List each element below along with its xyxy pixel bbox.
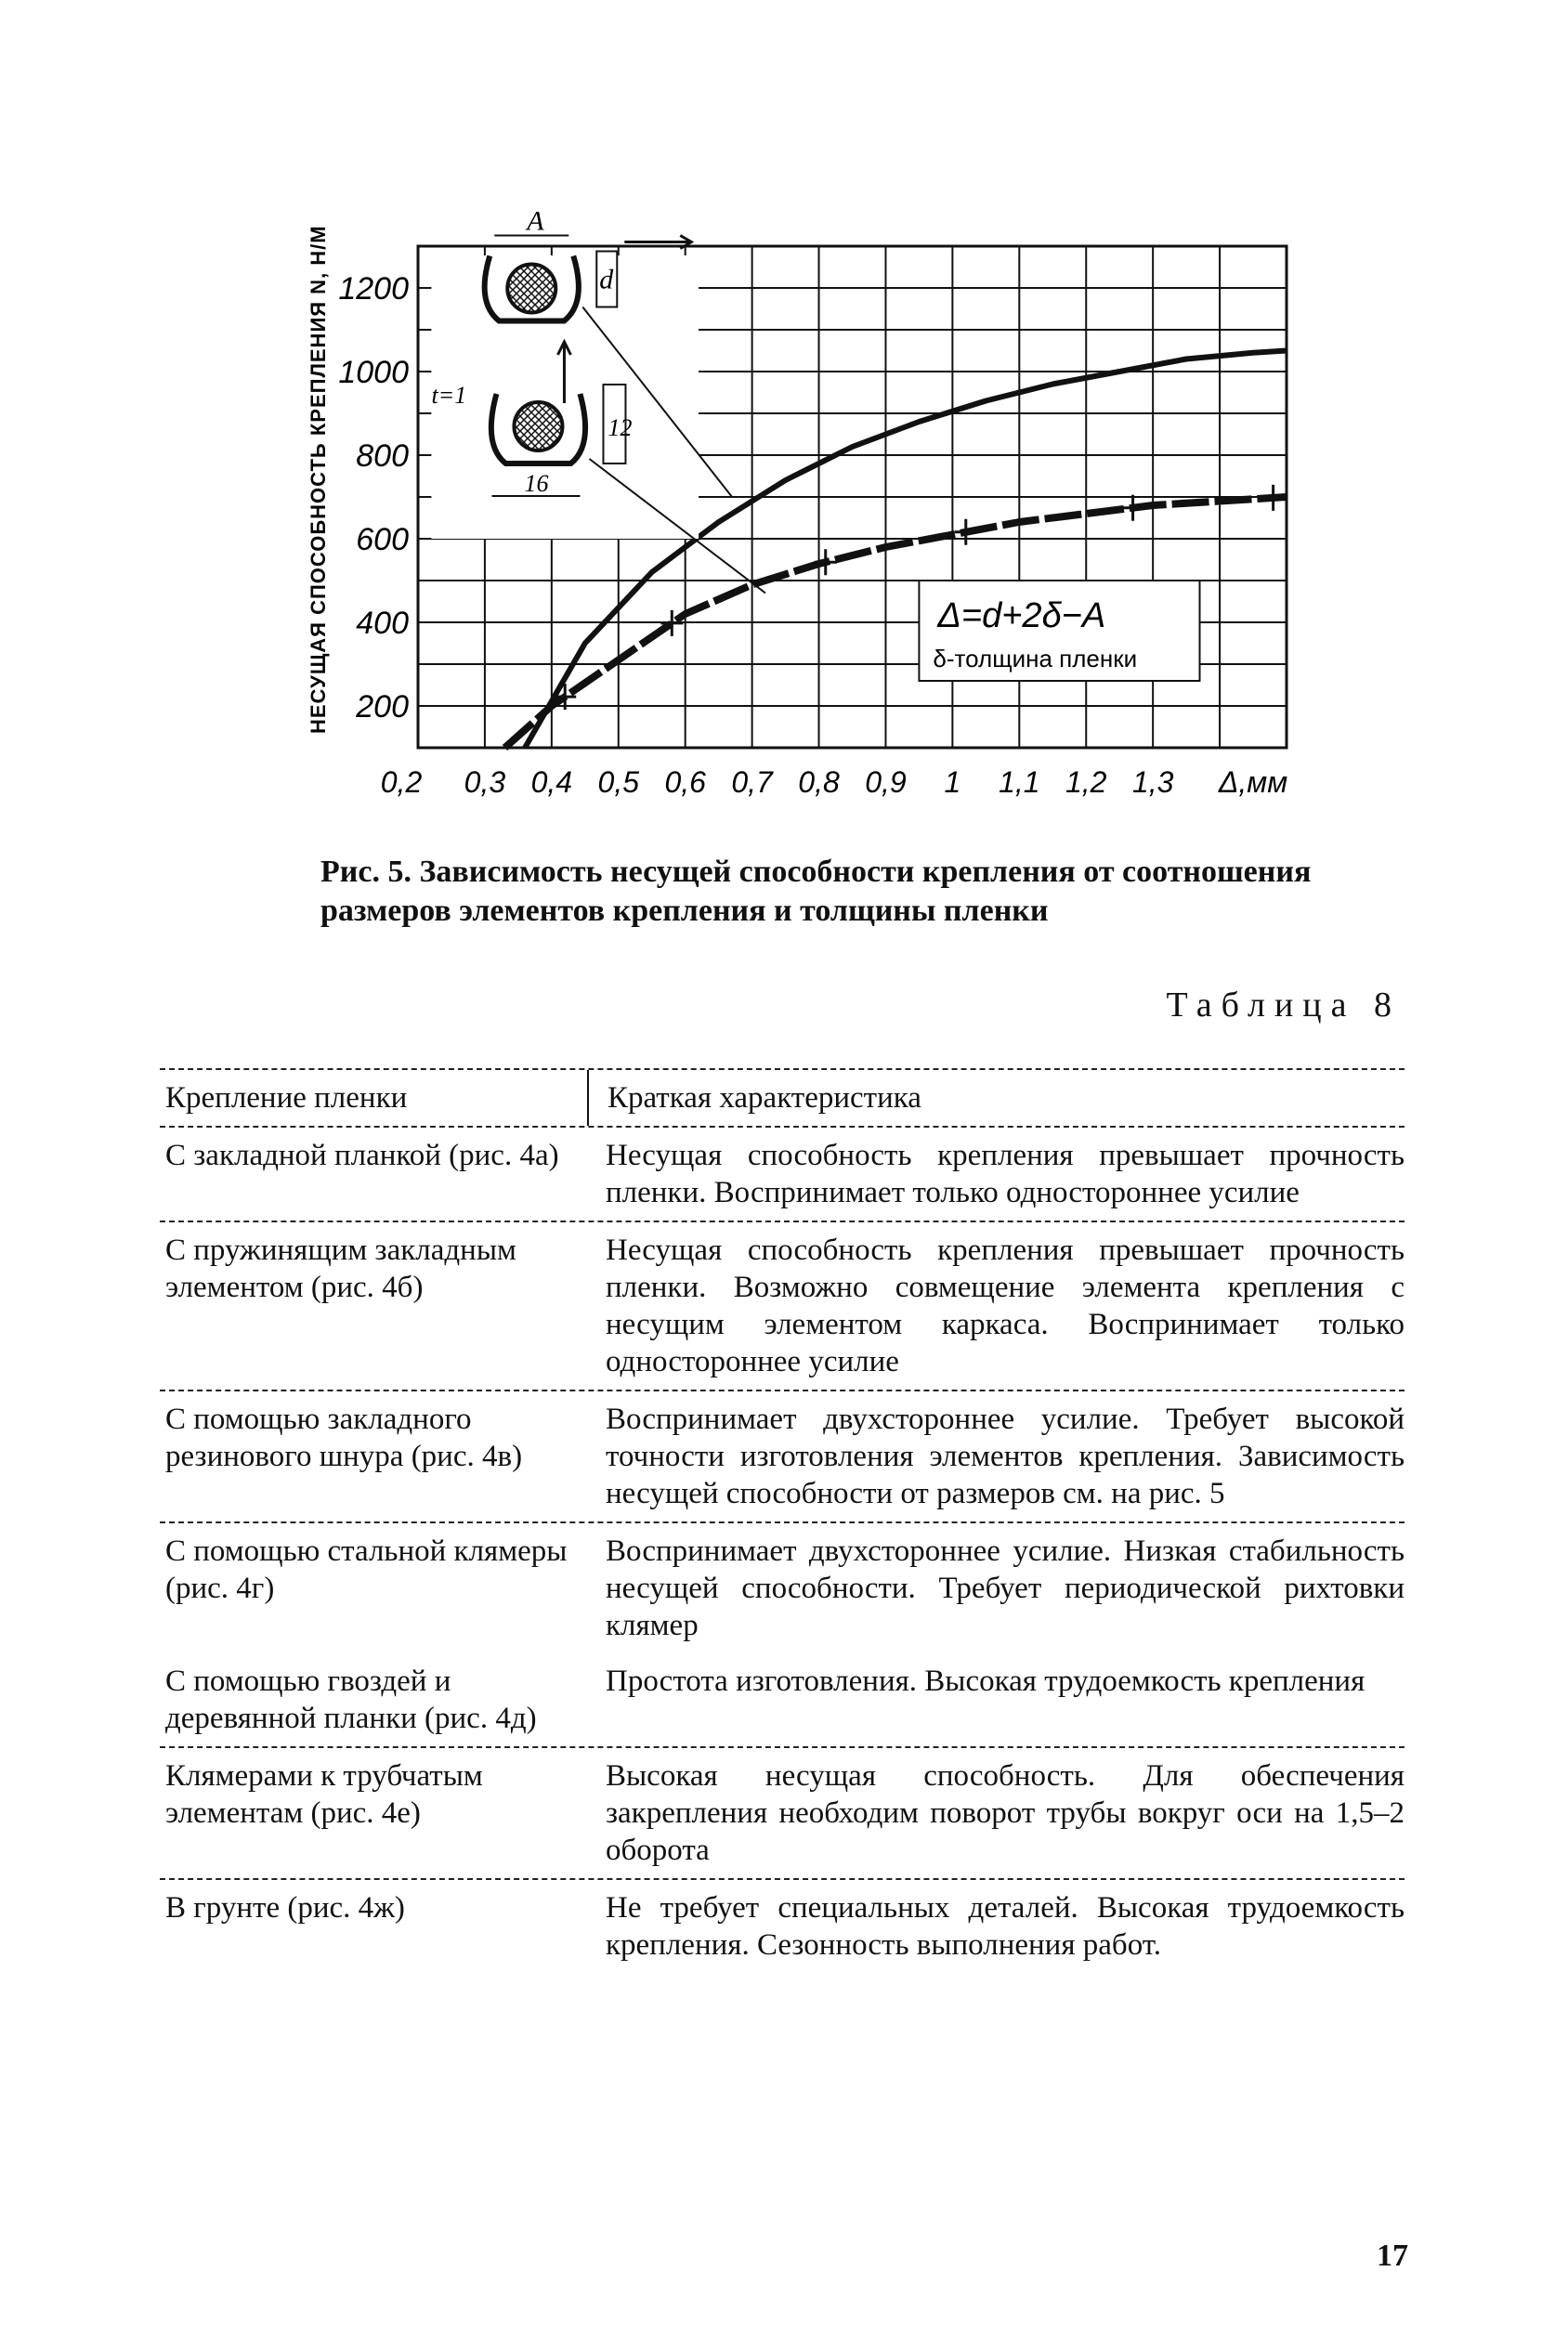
y-tick-label: 1200 [338, 271, 409, 307]
dimension-12-label: 12 [608, 414, 633, 441]
cell-characteristic: Воспринимает двухстороннее усилие. Требует высокой точности изготовления элементов крепления. Зависимость несущей способности от размеров см. на рис. 5 [606, 1403, 1405, 1510]
x-tick-label: 0,3 [464, 765, 506, 799]
table-row [160, 1880, 1405, 1973]
cell-fastening: Клямерами к трубчатым элементам (рис. 4е) [165, 1759, 483, 1830]
cell-characteristic: Несущая способность крепления превышает прочность пленки. Воспринимает только одностороннее усилие [606, 1139, 1405, 1209]
x-tick-label: 1,3 [1131, 765, 1174, 799]
cell-fastening: С помощью закладного резинового шнура (рис. 4в) [165, 1403, 523, 1473]
table-row [160, 1748, 1405, 1878]
data-point-marker [1262, 485, 1285, 511]
cell-characteristic: Высокая несущая способность. Для обеспечения закрепления необходим поворот трубы вокруг оси на 1,5–2 оборота [606, 1759, 1405, 1867]
cell-fastening: С закладной планкой (рис. 4а) [165, 1139, 559, 1172]
cell-characteristic: Не требует специальных деталей. Высокая трудоемкость крепления. Сезонность выполнения работ. [606, 1891, 1405, 1962]
cell-fastening: С помощью гвоздей и деревянной планки (рис. 4д) [165, 1665, 537, 1735]
table-row [160, 1391, 1405, 1521]
load-capacity-chart [297, 186, 1338, 836]
table-row [160, 1653, 1405, 1746]
y-tick-label: 200 [356, 689, 409, 725]
y-tick-label: 600 [356, 522, 409, 557]
x-tick-label: 0,5 [597, 765, 640, 799]
data-point-marker [815, 549, 837, 575]
header-fastening: Крепление пленки [165, 1081, 408, 1115]
table-row [160, 1128, 1405, 1221]
data-point-marker [955, 519, 977, 545]
x-tick-label: 0,6 [664, 765, 706, 799]
y-tick-label: 800 [356, 438, 409, 474]
cell-characteristic: Несущая способность крепления превышает прочность пленки. Возможно совмещение элемента крепления с несущим элементом каркаса. Воспринимает только одностороннее усилие [606, 1234, 1405, 1378]
y-tick-label: 400 [356, 606, 409, 641]
cell-fastening: С помощью стальной клямеры (рис. 4г) [165, 1534, 568, 1605]
characteristics-table [160, 1068, 1405, 1973]
y-axis-label: НЕСУЩАЯ СПОСОБНОСТЬ КРЕПЛЕНИЯ N, Н/М [307, 225, 330, 734]
dimension-a-label: A [527, 205, 544, 237]
x-tick-label: 0,9 [865, 765, 907, 799]
y-tick-label: 1000 [338, 355, 409, 390]
table-header-row [160, 1070, 1405, 1126]
x-tick-label: 1,1 [999, 765, 1040, 799]
header-characteristic: Краткая характеристика [587, 1070, 1405, 1126]
cord-section-upper [507, 265, 555, 313]
cell-fastening: С пружинящим закладным элементом (рис. 4б) [165, 1234, 516, 1304]
figure-caption: Рис. 5. Зависимость несущей способности крепления от соотношения размеров элементов крепления и толщины пленки [320, 855, 1312, 928]
table-row [160, 1222, 1405, 1390]
data-point-marker [1122, 495, 1144, 521]
x-tick-label: 1,2 [1065, 765, 1107, 799]
thickness-note: δ-толщина пленки [933, 645, 1138, 672]
dimension-d-label: d [599, 264, 614, 295]
formula-text: Δ=d+2δ−A [937, 596, 1106, 635]
cell-fastening: В грунте (рис. 4ж) [165, 1891, 405, 1925]
dimension-t-label: t=1 [431, 382, 467, 409]
page-number: 17 [1377, 2239, 1408, 2273]
cell-characteristic: Воспринимает двухстороннее усилие. Низкая стабильность несущей способности. Требует периодической рихтовки клямер [606, 1534, 1405, 1642]
x-tick-label: 0,2 [380, 765, 423, 799]
figure-5 [297, 186, 1338, 836]
x-tick-label: 1 [944, 765, 961, 799]
x-tick-label: 0,4 [530, 765, 573, 799]
x-axis-label: Δ,мм [1218, 765, 1288, 799]
cord-section-lower [514, 402, 562, 450]
cell-characteristic: Простота изготовления. Высокая трудоемкость крепления [606, 1665, 1365, 1698]
x-tick-label: 0,7 [731, 765, 773, 799]
table-body [160, 1128, 1405, 1973]
table-title: Таблица 8 [1166, 986, 1401, 1025]
table-row [160, 1523, 1405, 1653]
x-tick-label: 0,8 [798, 765, 840, 799]
dimension-16-label: 16 [524, 470, 549, 497]
